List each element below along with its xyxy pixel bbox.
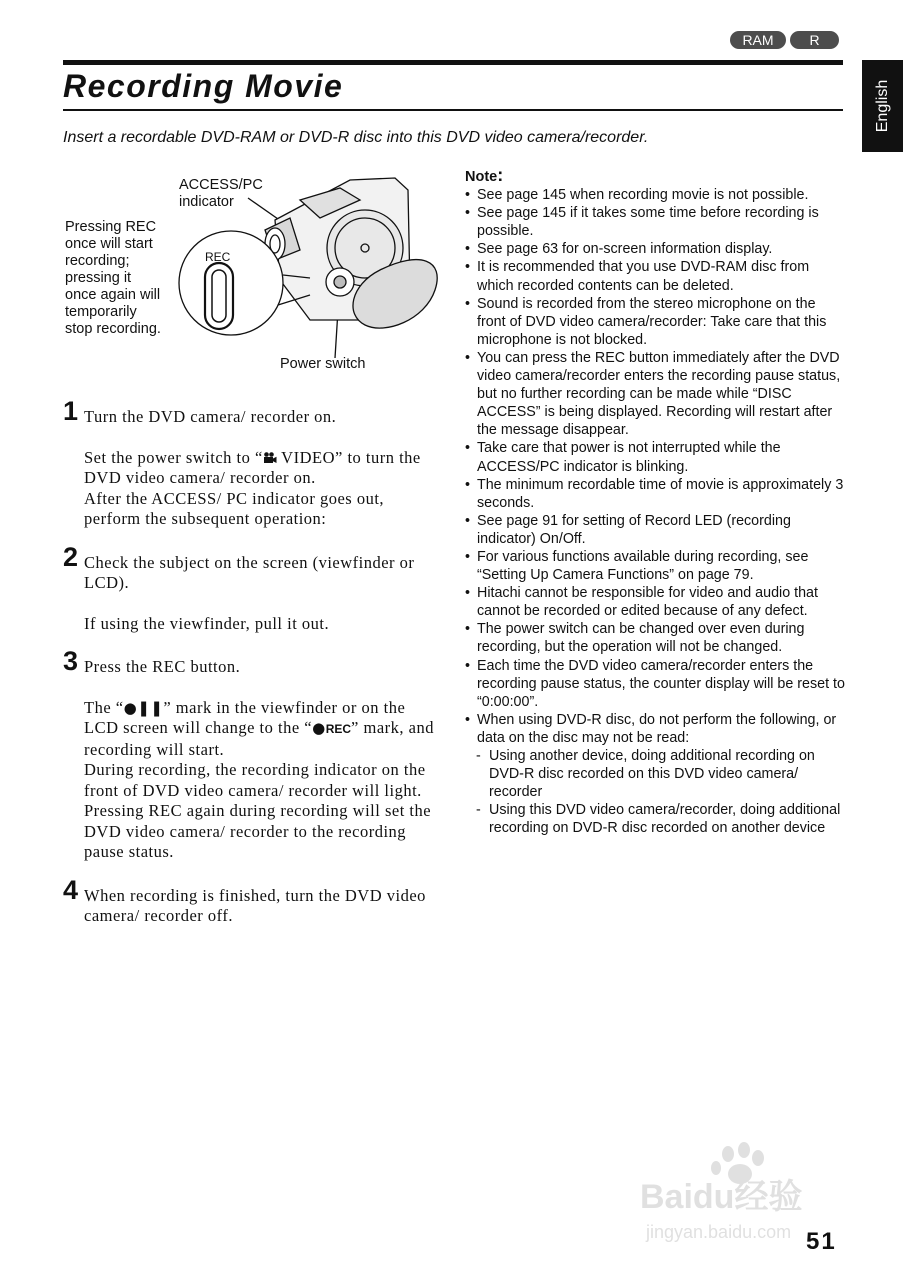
note-item: • See page 63 for on-screen information display. bbox=[465, 240, 845, 258]
step-number: 2 bbox=[63, 541, 79, 572]
text-segment: Pressing REC again during recording will set the DVD video camera/ recorder to the recording pause status. bbox=[84, 801, 432, 861]
callout-line: once will start bbox=[65, 236, 153, 252]
notes-sub-list bbox=[465, 747, 845, 837]
watermark-url: jingyan.baidu.com bbox=[646, 1222, 792, 1242]
intro-text: Insert a recordable DVD-RAM or DVD-R disc into this DVD video camera/recorder. bbox=[63, 129, 649, 146]
callout-line: recording; bbox=[65, 253, 130, 269]
step-heading: Press the REC button. bbox=[84, 657, 241, 676]
callout-line: Pressing REC bbox=[65, 219, 157, 235]
note-item: • Hitachi cannot be responsible for video and audio that cannot be recorded or edited because of any defect. bbox=[465, 584, 845, 620]
step-3 bbox=[63, 648, 443, 863]
r-badge: R bbox=[790, 31, 839, 49]
rec-mark: REC bbox=[325, 722, 352, 736]
step-number: 1 bbox=[63, 396, 79, 426]
record-dot-icon: ● bbox=[312, 719, 326, 737]
note-item: • Sound is recorded from the stereo microphone on the front of DVD video camera/recorder: Take care that this microphone is not blocked. bbox=[465, 295, 845, 349]
step-paragraph bbox=[84, 489, 443, 530]
note-item: • The minimum recordable time of movie is approximately 3 seconds. bbox=[465, 476, 845, 512]
note-item: • For various functions available during recording, see “Setting Up Camera Functions” on page 79. bbox=[465, 548, 845, 584]
step-paragraph bbox=[84, 801, 443, 863]
step-number: 4 bbox=[63, 874, 79, 905]
step-4 bbox=[63, 874, 443, 927]
step-1 bbox=[63, 398, 443, 530]
notes-title bbox=[465, 166, 845, 186]
step-heading: Turn the DVD camera/ recorder on. bbox=[84, 407, 337, 426]
title-rule-top bbox=[63, 60, 843, 65]
page-number: 51 bbox=[806, 1228, 837, 1255]
note-item: • It is recommended that you use DVD-RAM disc from which recorded contents can be deleted. bbox=[465, 258, 845, 294]
callout-line: once again will bbox=[65, 287, 161, 303]
notes-title-colon: : bbox=[497, 165, 504, 185]
video-camera-icon bbox=[263, 452, 277, 464]
step-heading: When recording is finished, turn the DVD video camera/ recorder off. bbox=[84, 885, 426, 925]
camcorder-illustration bbox=[160, 160, 450, 360]
text-segment: After the ACCESS/ PC indicator goes out, perform the subsequent operation: bbox=[84, 488, 385, 528]
text-segment: The “ bbox=[84, 697, 124, 717]
note-item: • You can press the REC button immediately after the DVD video camera/recorder enters the recording pause status, but no further recording can be made while “DISC ACCESS” is being displayed. Recording will restart after the message disappear. bbox=[465, 349, 845, 439]
step-body bbox=[84, 614, 443, 635]
text-segment: ” mark, and recording will start. bbox=[84, 718, 434, 759]
note-item: • See page 145 when recording movie is not possible. bbox=[465, 186, 845, 204]
note-sub-item: - Using another device, doing additional recording on DVD-R disc recorded on this DVD video camera/ recorder bbox=[465, 747, 845, 801]
callout-line: pressing it bbox=[65, 270, 132, 286]
title-rule-bottom bbox=[63, 109, 843, 111]
language-tab bbox=[862, 60, 903, 152]
text-segment: If using the viewfinder, pull it out. bbox=[84, 613, 330, 633]
language-tab-label: English bbox=[873, 79, 891, 133]
page-title: Recording Movie bbox=[63, 68, 344, 104]
text-segment: ” mark in the viewfinder or on the LCD screen will change to the “ bbox=[84, 697, 406, 737]
note-item: • See page 91 for setting of Record LED (recording indicator) On/Off. bbox=[465, 512, 845, 548]
notes-list bbox=[465, 186, 845, 747]
note-item: • See page 145 if it takes some time before recording is possible. bbox=[465, 204, 845, 240]
steps-section bbox=[63, 398, 443, 941]
record-pause-icon: ●❚❚ bbox=[123, 698, 164, 717]
step-paragraph bbox=[84, 698, 443, 761]
callout-line: ACCESS/PC bbox=[179, 177, 263, 193]
callout-line: temporarily bbox=[65, 304, 137, 320]
note-item: • Each time the DVD video camera/recorder enters the recording pause status, the counter display will be reset to “0:00:00”. bbox=[465, 657, 845, 711]
step-body bbox=[84, 698, 443, 863]
step-paragraph bbox=[84, 760, 443, 801]
text-segment: Set the power switch to “ bbox=[84, 447, 263, 467]
note-item: • Take care that power is not interrupted while the ACCESS/PC indicator is blinking. bbox=[465, 439, 845, 475]
rec-button-label: REC bbox=[205, 250, 231, 264]
note-item: • When using DVD-R disc, do not perform the following, or data on the disc may not be read: bbox=[465, 711, 845, 747]
rec-button-callout bbox=[65, 219, 161, 338]
step-paragraph bbox=[84, 448, 443, 489]
step-paragraph bbox=[84, 614, 443, 635]
notes-title-text: Note bbox=[465, 169, 498, 185]
callout-line: indicator bbox=[179, 194, 234, 210]
notes-section bbox=[465, 166, 845, 837]
step-2 bbox=[63, 541, 443, 635]
power-dial-center bbox=[334, 276, 346, 288]
note-sub-item: - Using this DVD video camera/recorder, doing additional recording on DVD-R disc recorded on another device bbox=[465, 801, 845, 837]
callout-line: stop recording. bbox=[65, 321, 161, 337]
step-heading: Check the subject on the screen (viewfinder or LCD). bbox=[84, 552, 415, 592]
watermark-brand: Baidu经验 bbox=[640, 1178, 803, 1216]
rec-button-inner bbox=[212, 270, 226, 322]
step-body bbox=[84, 448, 443, 530]
text-segment: VIDEO” to turn the DVD video camera/ recorder on. bbox=[84, 447, 421, 487]
text-segment: During recording, the recording indicator on the front of DVD video camera/ recorder will light. bbox=[84, 760, 426, 800]
step-number: 3 bbox=[63, 646, 79, 676]
power-switch-callout: Power switch bbox=[280, 356, 366, 372]
note-item: • The power switch can be changed over even during recording, but the operation will not be changed. bbox=[465, 620, 845, 656]
ram-badge: RAM bbox=[730, 31, 786, 49]
